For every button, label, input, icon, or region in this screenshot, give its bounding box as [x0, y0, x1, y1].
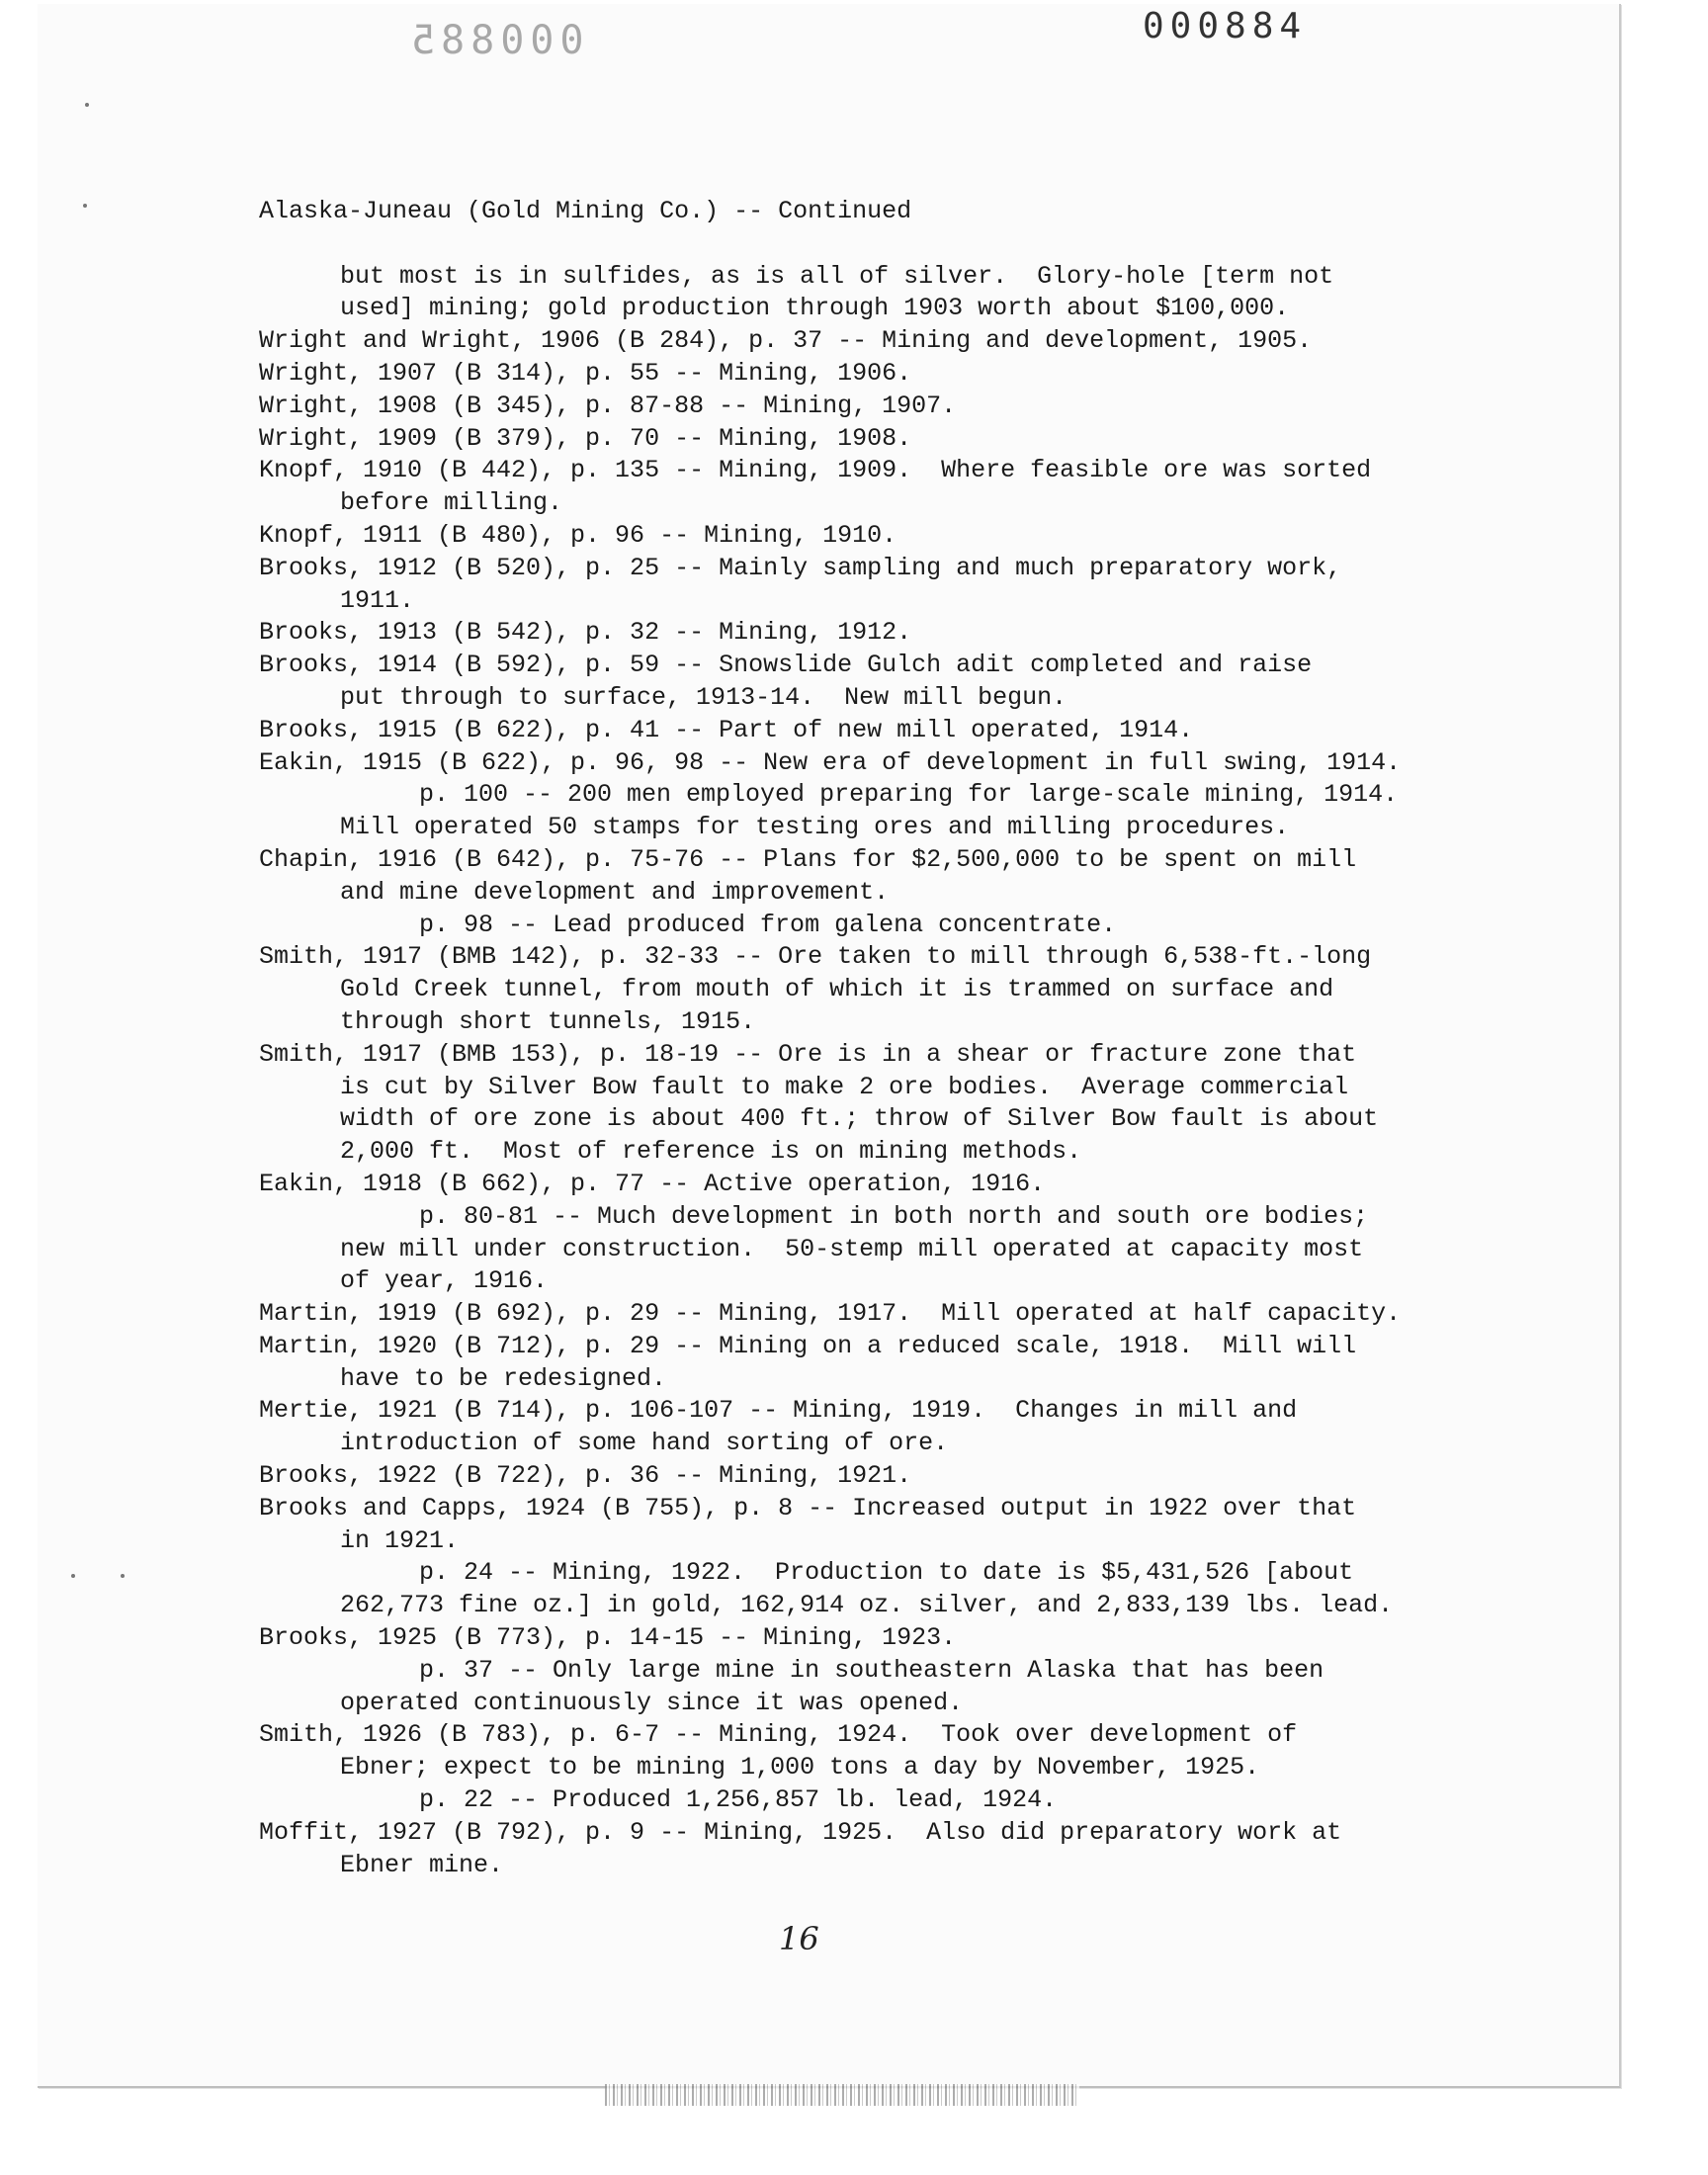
document-line: Brooks, 1922 (B 722), p. 36 -- Mining, 1921. — [259, 1461, 912, 1491]
document-line: p. 22 -- Produced 1,256,857 lb. lead, 1924. — [419, 1785, 1058, 1815]
document-line: Brooks and Capps, 1924 (B 755), p. 8 -- Increased output in 1922 over that — [259, 1493, 1357, 1522]
document-line — [259, 228, 1401, 261]
document-line: Brooks, 1914 (B 592), p. 59 -- Snowslide Gulch adit completed and raise — [259, 651, 1313, 680]
document-line: 262,773 fine oz.] in gold, 162,914 oz. silver, and 2,833,139 lbs. lead. — [340, 1591, 1394, 1620]
document-line: but most is in sulfides, as is all of silver. Glory-hole [term not — [340, 261, 1334, 291]
document-line: Smith, 1917 (BMB 153), p. 18-19 -- Ore is in a shear or fracture zone that — [259, 1039, 1357, 1069]
scan-speck — [71, 1574, 75, 1578]
document-line: used] mining; gold production through 1903 worth about $100,000. — [340, 294, 1290, 323]
document-line: Gold Creek tunnel, from mouth of which it is trammed on surface and — [340, 975, 1334, 1004]
scan-edge-artifact — [605, 2084, 1079, 2106]
document-line: new mill under construction. 50-stemp mill operated at capacity most — [340, 1234, 1364, 1263]
document-line: and mine development and improvement. — [340, 877, 890, 907]
page-stamp-number: 000884 — [1143, 6, 1308, 46]
document-line: Knopf, 1911 (B 480), p. 96 -- Mining, 1910. — [259, 520, 897, 550]
document-line: 1911. — [340, 585, 415, 615]
document-line: Knopf, 1910 (B 442), p. 135 -- Mining, 1909. Where feasible ore was sorted — [259, 456, 1372, 485]
document-line: Brooks, 1912 (B 520), p. 25 -- Mainly sampling and much preparatory work, — [259, 553, 1342, 582]
document-line: Wright, 1908 (B 345), p. 87-88 -- Mining, 1907. — [259, 391, 957, 420]
document-line: Smith, 1926 (B 783), p. 6-7 -- Mining, 1924. Took over development of — [259, 1720, 1298, 1750]
document-line: p. 100 -- 200 men employed preparing for large-scale mining, 1914. — [419, 780, 1399, 810]
scan-speck — [85, 103, 89, 107]
document-line: in 1921. — [340, 1525, 460, 1555]
document-line: Brooks, 1915 (B 622), p. 41 -- Part of new mill operated, 1914. — [259, 715, 1194, 744]
document-line: Wright and Wright, 1906 (B 284), p. 37 -- Mining and development, 1905. — [259, 326, 1313, 356]
document-line: width of ore zone is about 400 ft.; throw of Silver Bow fault is about — [340, 1104, 1379, 1134]
document-line: Wright, 1909 (B 379), p. 70 -- Mining, 1908. — [259, 423, 912, 453]
document-line: p. 98 -- Lead produced from galena concentrate. — [419, 910, 1117, 939]
document-body — [259, 196, 1401, 1881]
document-line: Eakin, 1918 (B 662), p. 77 -- Active operation, 1916. — [259, 1169, 1046, 1198]
scan-speck — [121, 1574, 125, 1578]
document-line: Mill operated 50 stamps for testing ores and milling procedures. — [340, 813, 1290, 842]
document-line: is cut by Silver Bow fault to make 2 ore bodies. Average commercial — [340, 1072, 1349, 1101]
document-line: Smith, 1917 (BMB 142), p. 32-33 -- Ore taken to mill through 6,538-ft.-long — [259, 942, 1372, 972]
page-number: 16 — [779, 1920, 819, 1958]
document-line: put through to surface, 1913-14. New mill begun. — [340, 682, 1068, 712]
document-line: Mertie, 1921 (B 714), p. 106-107 -- Mining, 1919. Changes in mill and — [259, 1396, 1298, 1426]
document-line: Chapin, 1916 (B 642), p. 75-76 -- Plans for $2,500,000 to be spent on mill — [259, 844, 1357, 874]
document-line: p. 80-81 -- Much development in both north and south ore bodies; — [419, 1201, 1369, 1231]
document-line: p. 37 -- Only large mine in southeastern Alaska that has been — [419, 1655, 1324, 1685]
document-line: Wright, 1907 (B 314), p. 55 -- Mining, 1906. — [259, 358, 912, 388]
document-line: Ebner; expect to be mining 1,000 tons a day by November, 1925. — [340, 1753, 1260, 1783]
bleed-through-stamp: 000885 — [405, 18, 584, 63]
document-heading: Alaska-Juneau (Gold Mining Co.) -- Continued — [259, 197, 912, 225]
document-line: Ebner mine. — [340, 1850, 504, 1879]
document-line: Martin, 1919 (B 692), p. 29 -- Mining, 1917. Mill operated at half capacity. — [259, 1299, 1402, 1329]
document-line: Eakin, 1915 (B 622), p. 96, 98 -- New era of development in full swing, 1914. — [259, 747, 1402, 777]
document-line: Brooks, 1925 (B 773), p. 14-15 -- Mining, 1923. — [259, 1623, 957, 1653]
document-line: Brooks, 1913 (B 542), p. 32 -- Mining, 1912. — [259, 618, 912, 648]
document-line: p. 24 -- Mining, 1922. Production to date is $5,431,526 [about — [419, 1558, 1354, 1588]
document-line: before milling. — [340, 488, 563, 518]
document-line: of year, 1916. — [340, 1266, 549, 1296]
document-line: operated continuously since it was opened. — [340, 1688, 964, 1717]
document-line: introduction of some hand sorting of ore. — [340, 1429, 949, 1458]
scan-speck — [83, 204, 87, 208]
document-line: 2,000 ft. Most of reference is on mining methods. — [340, 1137, 1082, 1167]
document-line: have to be redesigned. — [340, 1363, 667, 1393]
document-line: through short tunnels, 1915. — [340, 1006, 756, 1036]
document-line: Martin, 1920 (B 712), p. 29 -- Mining on a reduced scale, 1918. Mill will — [259, 1331, 1357, 1360]
document-line: Moffit, 1927 (B 792), p. 9 -- Mining, 1925. Also did preparatory work at — [259, 1817, 1342, 1847]
